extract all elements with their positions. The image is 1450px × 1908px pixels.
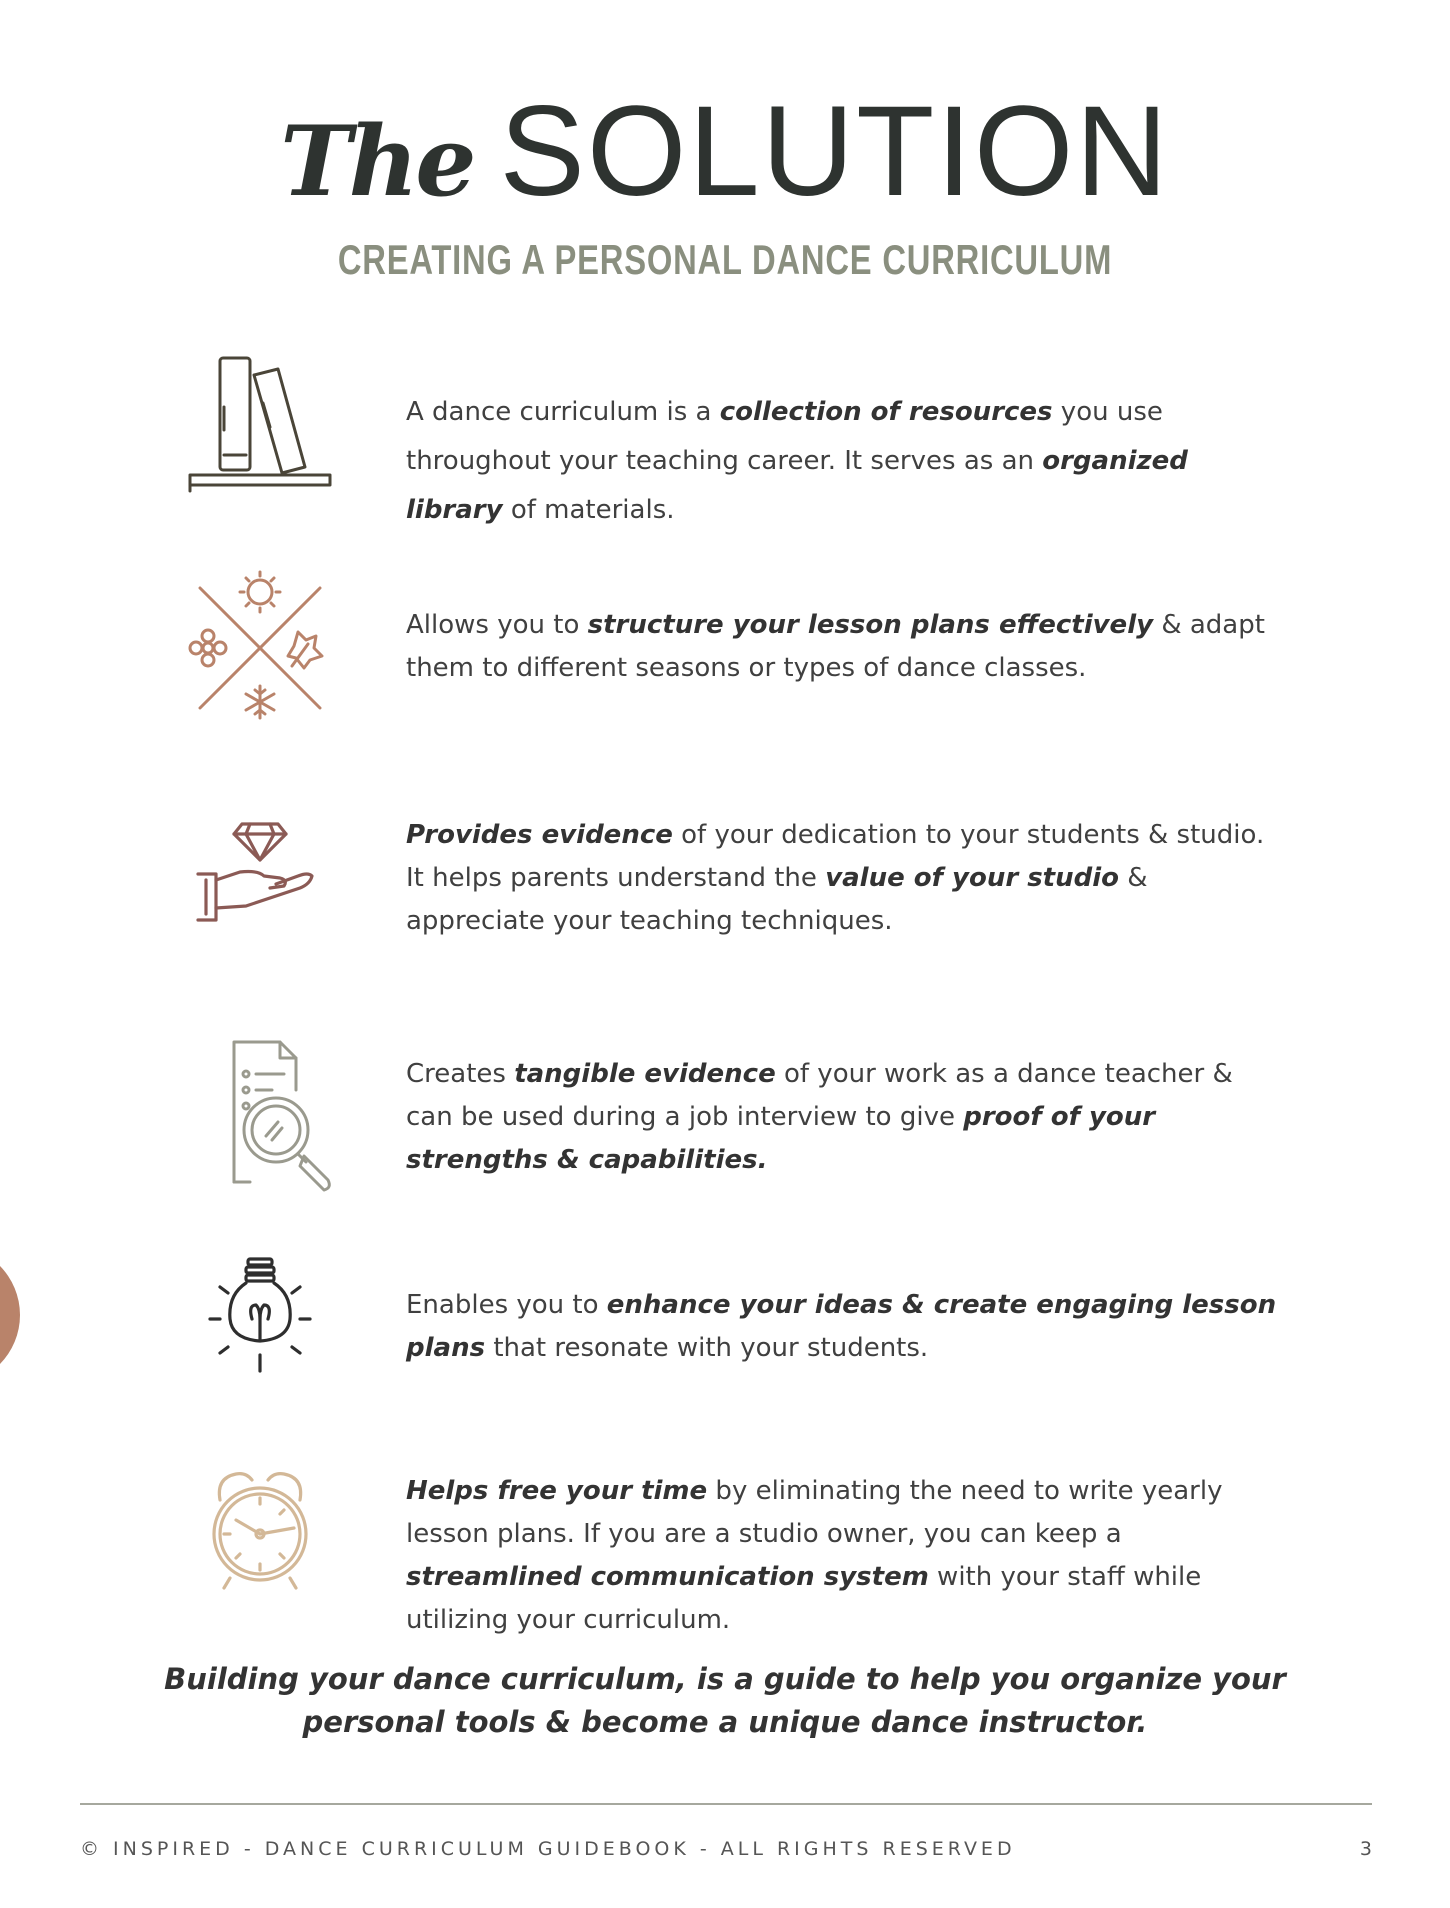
item-text: Allows you to structure your lesson plans effectively & adapt them to different seasons or types of dance classes. (406, 610, 1265, 683)
title-script: The (280, 105, 474, 218)
item-text: Enables you to enhance your ideas & create engaging lesson plans that resonate with your students. (406, 1290, 1277, 1363)
footer-divider (80, 1803, 1372, 1805)
page-number: 3 (1359, 1838, 1372, 1860)
closing-statement: Building your dance curriculum, is a guide to help you organize your personal tools & become a unique dance instructor. (164, 1662, 1286, 1739)
document-magnifier-icon (170, 1038, 350, 1198)
title-main: SOLUTION (499, 80, 1170, 223)
footer-copyright: © INSPIRED - DANCE CURRICULUM GUIDEBOOK - ALL RIGHTS RESERVED (80, 1838, 1016, 1860)
page-title (0, 80, 1450, 223)
alarm-clock-icon (170, 1466, 350, 1596)
decorative-circle (0, 1245, 20, 1385)
seasons-icon (170, 568, 350, 728)
page-header (0, 80, 1450, 284)
lightbulb-icon (170, 1255, 350, 1385)
books-icon (170, 355, 350, 495)
item-text: Creates tangible evidence of your work as a dance teacher & can be used during a job interview to give proof of your strengths & capabilities. (406, 1059, 1233, 1175)
item-text: A dance curriculum is a collection of resources you use throughout your teaching career. It serves as an organized library of materials. (406, 397, 1188, 525)
item-text: Provides evidence of your dedication to your students & studio. It helps parents understand the value of your studio & appreciate your teaching techniques. (406, 820, 1265, 936)
page-subtitle: CREATING A PERSONAL DANCE CURRICULUM (337, 236, 1113, 283)
hand-gem-icon (170, 810, 350, 930)
item-text: Helps free your time by eliminating the need to write yearly lesson plans. If you are a studio owner, you can keep a streamlined communication system with your staff while utilizing your curriculum. (406, 1476, 1223, 1635)
